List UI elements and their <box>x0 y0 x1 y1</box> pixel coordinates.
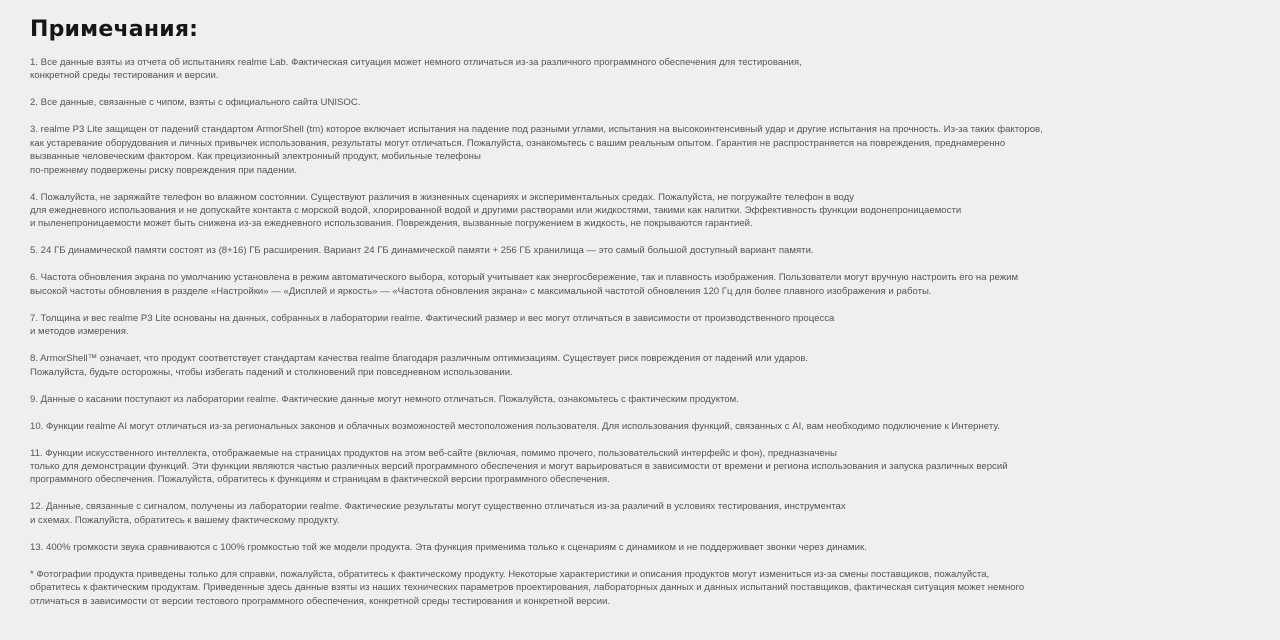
note-line: Пожалуйста, будьте осторожны, чтобы избегать падений и столкновений при повседневном использовании. <box>30 366 513 378</box>
note-3 <box>30 123 1250 177</box>
note-line: только для демонстрации функций. Эти функции являются частью различных версий программного обеспечения и могут варьироваться в зависимости от времени и региона использования и запуска различных версий <box>30 461 1008 473</box>
note-11 <box>30 447 1250 487</box>
note-4 <box>30 191 1250 231</box>
note-line: 2. Все данные, связанные с чипом, взяты с официального сайта UNISOC. <box>30 97 361 109</box>
note-line: для ежедневного использования и не допускайте контакта с морской водой, хлорированной водой и другими растворами или жидкостями, такими как напитки. Эффективность функции водонепроницаемости <box>30 205 962 217</box>
note-line: 1. Все данные взяты из отчета об испытаниях realme Lab. Фактическая ситуация может немного отличаться из-за различного программного обеспечения для тестирования, <box>30 57 802 68</box>
note-line: 11. Функции искусственного интеллекта, отображаемые на страницах продуктов на этом веб-сайте (включая, помимо прочего, пользовательский интерфейс и фон), предназначены <box>30 447 837 459</box>
note-8 <box>30 352 1250 379</box>
note-line: отличаться в зависимости от версии тестового программного обеспечения, конкретной среды тестирования и конкретной версии. <box>30 595 611 607</box>
note-line: обратитесь к фактическим продуктам. Приведенные здесь данные взяты из наших технических параметров проектирования, лабораторных данных и данных испытаний поставщиков, фактическая ситуация может немного <box>30 582 1025 594</box>
note-line: 8. ArmorShell™ означает, что продукт соответствует стандартам качества realme благодаря различным оптимизациям. Существует риск повреждения от падений или ударов. <box>30 353 809 365</box>
note-line: 7. Толщина и вес realme P3 Lite основаны на данных, собранных в лаборатории realme. Фактический размер и вес могут отличаться в зависимости от производственного процесса <box>30 312 835 324</box>
note-line: как устаревание оборудования и личных привычек использования, результаты могут отличаться. Пожалуйста, ознакомьтесь с вашим реальным опытом. Гарантия не распространяется на повреждения, преднамеренно <box>30 137 1006 149</box>
note-line: 5. 24 ГБ динамической памяти состоят из (8+16) ГБ расширения. Вариант 24 ГБ динамической памяти + 256 ГБ хранилища — это самый большой доступный вариант памяти. <box>30 245 814 257</box>
note-line: вызванные человеческим фактором. Как прецизионный электронный продукт, мобильные телефоны <box>30 151 481 163</box>
note-line: и схемах. Пожалуйста, обратитесь к вашему фактическому продукту. <box>30 514 340 526</box>
note-5 <box>30 244 1250 257</box>
note-line: и пыленепроницаемости может быть снижена из-за ежедневного использования. Повреждения, вызванные погружением в жидкость, не покрываются гарантией. <box>30 218 753 230</box>
note-13 <box>30 541 1250 554</box>
notes-list <box>30 56 1250 622</box>
note-line: 12. Данные, связанные с сигналом, получены из лаборатории realme. Фактические результаты могут существенно отличаться из-за различий в условиях тестирования, инструментах <box>30 501 846 513</box>
note-line: и методов измерения. <box>30 326 129 338</box>
note-line: программного обеспечения. Пожалуйста, обратитесь к функциям и страницам в фактической версии программного обеспечения. <box>30 474 610 486</box>
note-line: 4. Пожалуйста, не заряжайте телефон во влажном состоянии. Существуют различия в жизненных сценариях и экспериментальных средах. Пожалуйста, не погружайте телефон в воду <box>30 191 855 203</box>
note-line: 10. Функции realme AI могут отличаться из-за региональных законов и облачных возможностей местоположения пользователя. Для использования функций, связанных с AI, вам необходимо подключение к Интернету. <box>30 420 1000 432</box>
note-line: 3. realme P3 Lite защищен от падений стандартом ArmorShell (tm) которое включает испытания на падение под разными углами, испытания на высокоинтенсивный удар и другие испытания на прочность. Из-за таких факторов, <box>30 124 1043 136</box>
note-9 <box>30 393 1250 406</box>
note-line: 9. Данные о касании поступают из лаборатории realme. Фактические данные могут немного отличаться. Пожалуйста, ознакомьтесь с фактическим продуктом. <box>30 393 739 405</box>
note-10 <box>30 420 1250 433</box>
note-6 <box>30 271 1250 298</box>
note-2 <box>30 96 1250 109</box>
note-line: конкретной среды тестирования и версии. <box>30 70 219 82</box>
note-line: по-прежнему подвержены риску повреждения при падении. <box>30 164 297 176</box>
note-7 <box>30 312 1250 339</box>
note-line: * Фотографии продукта приведены только для справки, пожалуйста, обратитесь к фактическому продукту. Некоторые характеристики и описания продуктов могут измениться из-за смены поставщиков, пожалуйста, <box>30 568 990 580</box>
note-line: 6. Частота обновления экрана по умолчанию установлена в режим автоматического выбора, который учитывает как энергосбережение, так и плавность изображения. Пользователи могут вручную настроить его на режим <box>30 272 1019 284</box>
note-line: высокой частоты обновления в разделе «Настройки» — «Дисплей и яркость» — «Частота обновления экрана» с максимальной частотой обновления 120 Гц для более плавного изображения и работы. <box>30 285 932 297</box>
page-title: Примечания: <box>30 17 199 42</box>
note-12 <box>30 500 1250 527</box>
note-1 <box>30 56 1250 83</box>
note-line: 13. 400% громкости звука сравниваются с 100% громкостью той же модели продукта. Эта функция применима только к сценариям с динамиком и не поддерживает звонки через динамик. <box>30 541 867 553</box>
note-footnote <box>30 568 1250 608</box>
